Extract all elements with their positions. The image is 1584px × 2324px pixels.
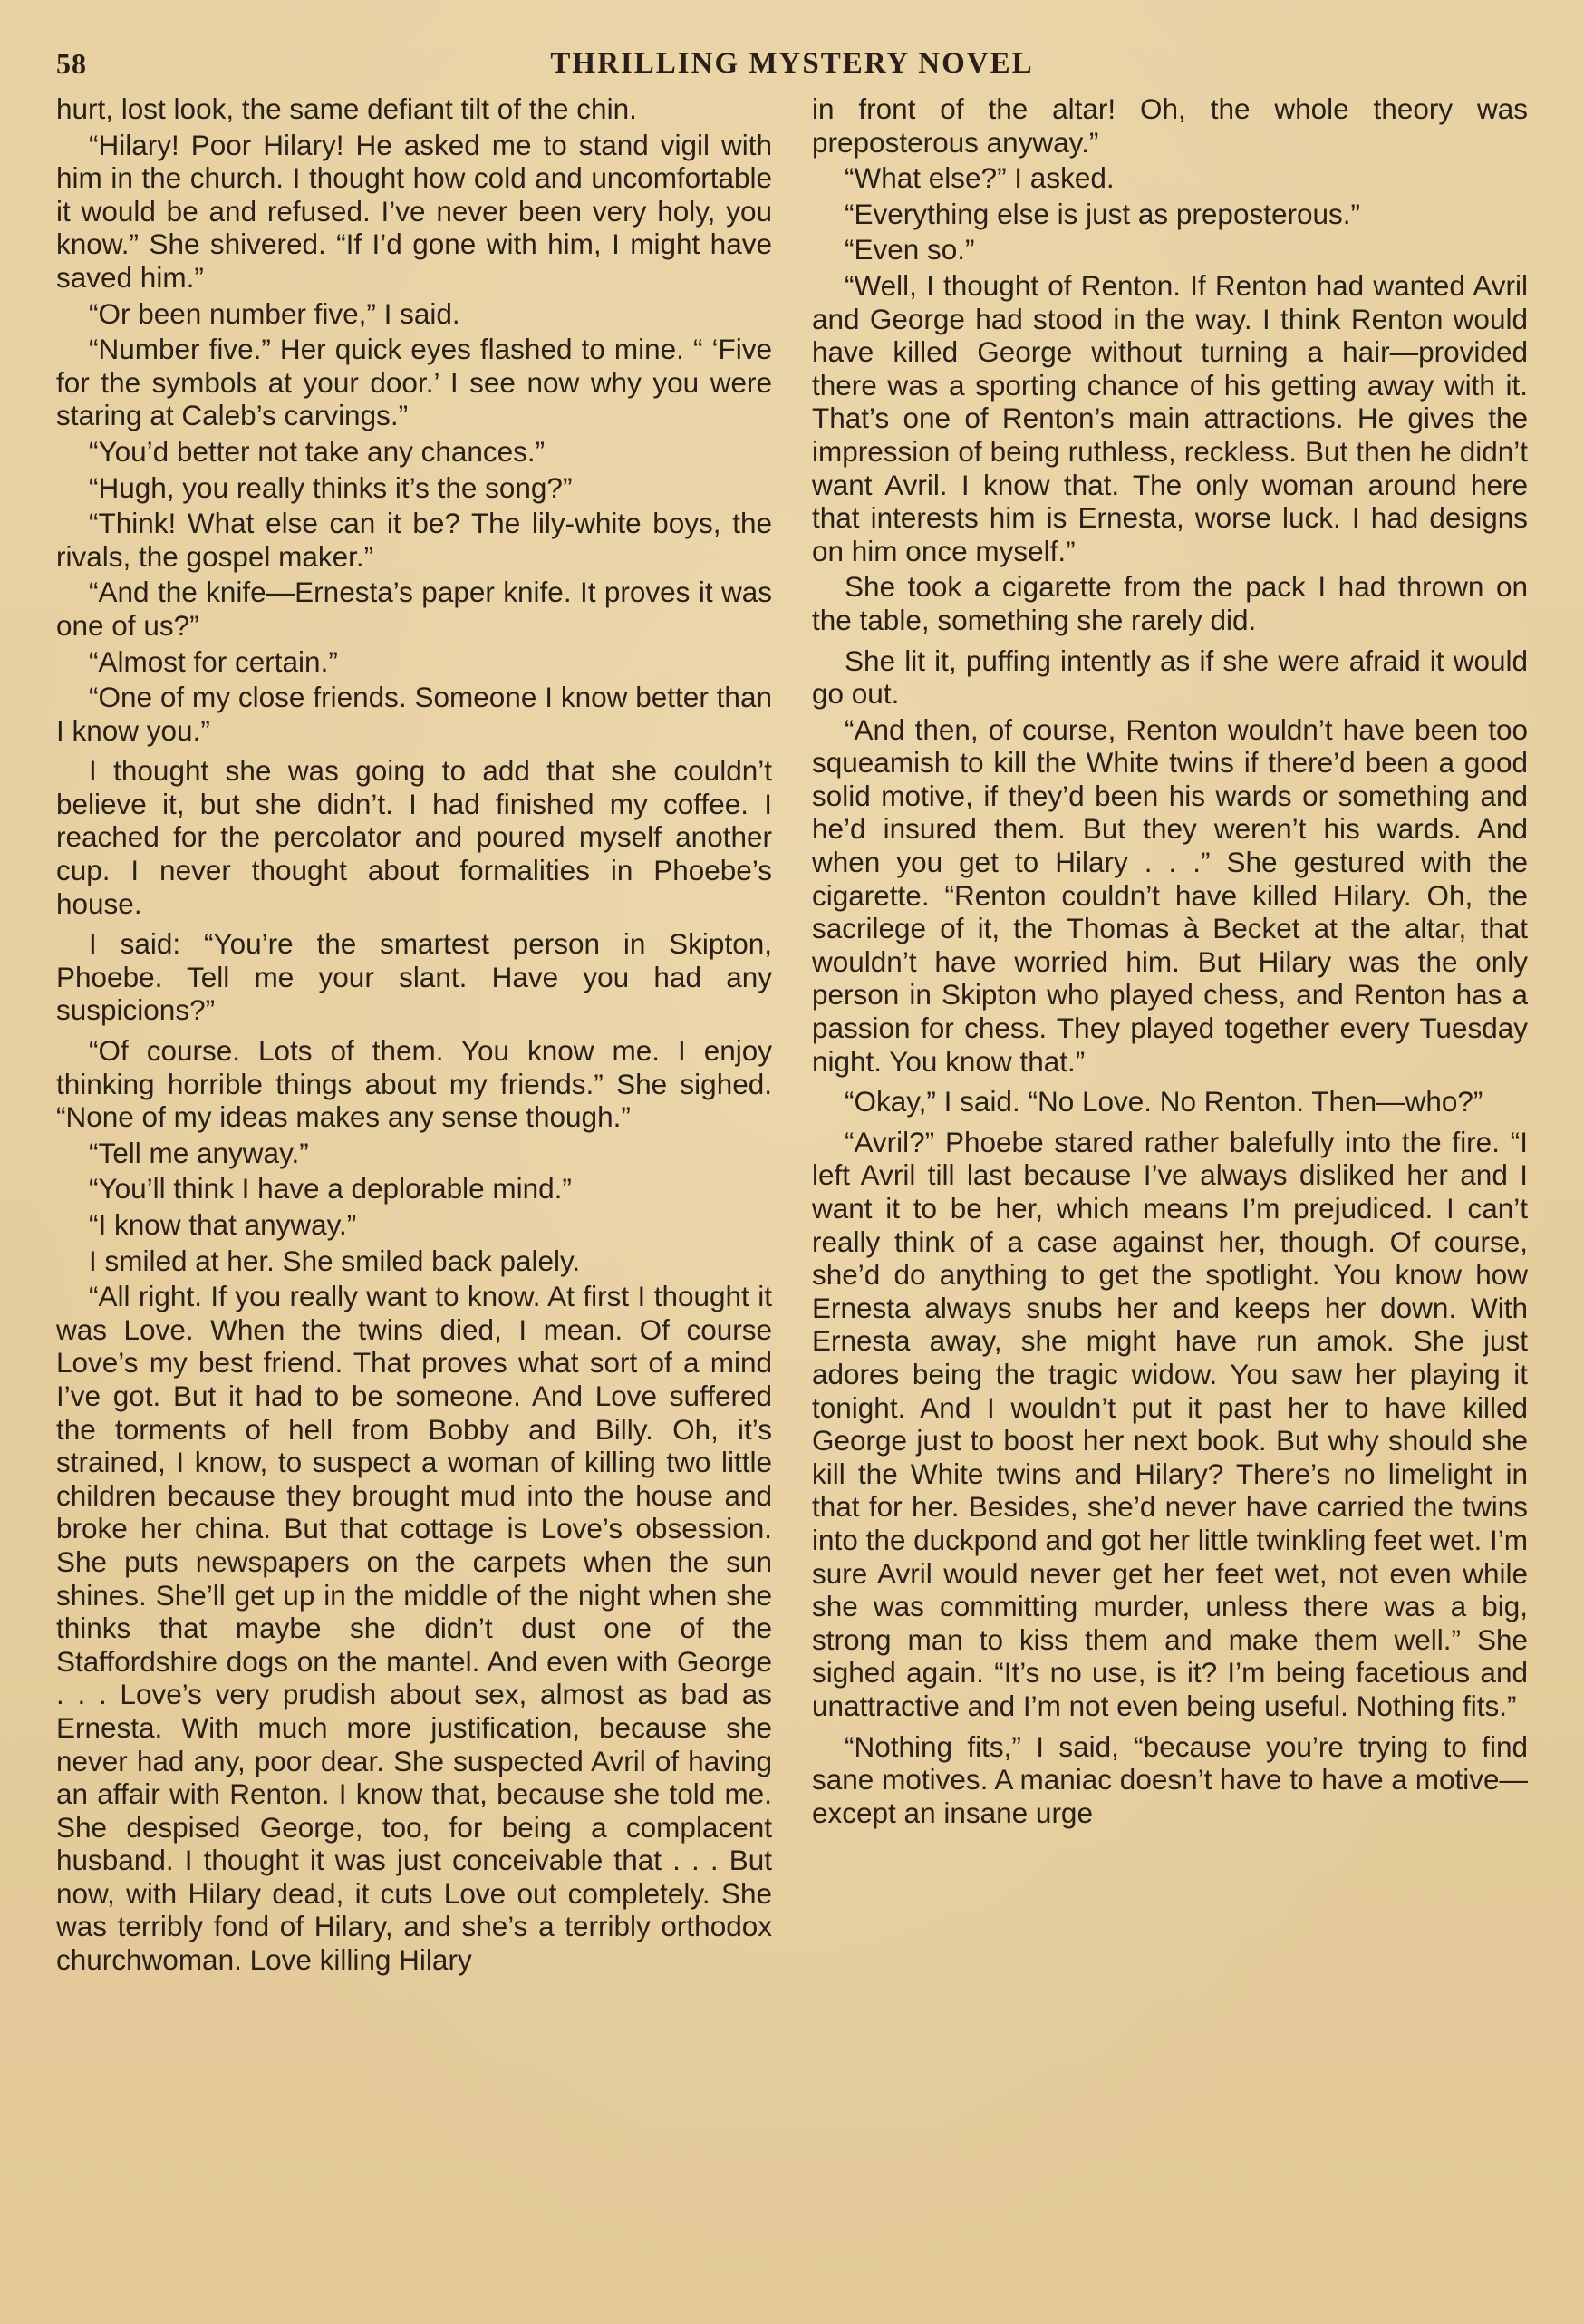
page-number: 58 bbox=[56, 47, 87, 80]
paragraph: She took a cigarette from the pack I had thrown on the table, something she rarely did. bbox=[812, 570, 1528, 636]
paragraph: “Hugh, you really thinks it’s the song?” bbox=[89, 470, 573, 504]
paragraph: “You’d better not take any chances.” bbox=[89, 434, 546, 468]
paragraph: “Or been number five,” I said. bbox=[89, 296, 460, 330]
paragraph: “All right. If you really want to know. At first I thought it was Love. When the twins died, I mean. Of course Love’s my best friend. That proves what sort of a mind I’ve got. But it had to be someone. And Love suffered the torments of hell from Bobby and Billy. Oh, it’s strained, I know, to suspect a woman of killing two little children because they brought mud into the house and broke her china. But that cottage is Love’s obsession. She puts newspapers on the carpets when the sun shines. She’ll get up in the middle of the night when she thinks that maybe she didn’t dust one of the Staffordshire dogs on the mantel. And even with George . . . Love’s very prudish about sex, almost as bad as Ernesta. With much more justification, because she never had any, poor dear. She suspected Avril of having an affair with Renton. I know that, because she told me. She despised George, too, for being a complacent husband. I thought it was just conceivable that . . . But now, with Hilary dead, it cuts Love out completely. She was terribly fond of Hilary, and she’s a terribly orthodox churchwoman. Love killing Hilary bbox=[56, 1280, 772, 1977]
page-header bbox=[56, 47, 1528, 87]
running-title: THRILLING MYSTERY NOVEL bbox=[550, 47, 1034, 80]
paragraph: “Tell me anyway.” bbox=[89, 1136, 309, 1169]
paragraph: “Of course. Lots of them. You know me. I enjoy thinking horrible things about my friends.” She sighed. “None of my ideas makes any sense though.” bbox=[56, 1034, 772, 1134]
paragraph: “You’ll think I have a deplorable mind.” bbox=[89, 1172, 572, 1206]
paragraph: “Think! What else can it be? The lily-white boys, the rivals, the gospel maker.” bbox=[56, 507, 772, 573]
paragraph: “Avril?” Phoebe stared rather balefully into the fire. “I left Avril till last because I’ve always disliked her and I want it to be her, which means I’m prejudiced. I can’t really think of a case against her, though. Of course, she’d do anything to get the spotlight. You know how Ernesta always snubs her and keeps her down. With Ernesta away, she might have run amok. She just adores being the tragic widow. You saw her playing it tonight. And I wouldn’t put it past her to have killed George just to boost her next book. But why should she kill the White twins and Hilary? There’s no limelight in that for her. Besides, she’d never have carried the twins into the duckpond and got her little twinkling feet wet. I’m sure Avril would never get her feet wet, not even while she was committing murder, unless there was a big, strong man to kiss them and make them well.” She sighed again. “It’s no use, is it? I’m being facetious and unattractive and I’m not even being useful. Nothing fits.” bbox=[812, 1125, 1528, 1722]
paragraph: “One of my close friends. Someone I know better than I know you.” bbox=[56, 681, 772, 747]
paragraph: “Number five.” Her quick eyes flashed to mine. “ ‘Five for the symbols at your door.’ I see now why you were staring at Caleb’s carvings.” bbox=[56, 333, 772, 432]
paragraph: She lit it, puffing intently as if she were afraid it would go out. bbox=[812, 644, 1528, 711]
right-column bbox=[812, 92, 1528, 2295]
paragraph: “Everything else is just as preposterous.” bbox=[845, 197, 1360, 230]
paragraph: “And then, of course, Renton wouldn’t have been too squeamish to kill the White twins if there’d been a good solid motive, if they’d been his wards or something and he’d insured them. But they weren’t his wards. And when you get to Hilary . . .” She gestured with the cigarette. “Renton couldn’t have killed Hilary. Oh, the sacrilege of it, the Thomas à Becket at the altar, that wouldn’t have worried him. But Hilary was the only person in Skipton who played chess, and Renton has a passion for chess. They played together every Tuesday night. You know that.” bbox=[812, 712, 1528, 1078]
paragraph: “Well, I thought of Renton. If Renton had wanted Avril and George had stood in the way. I think Renton would have killed George without turning a hair—provided there was a sporting chance of his getting away with it. That’s one of Renton’s main attractions. He gives the impression of being ruthless, reckless. But then he didn’t want Avril. I know that. The only woman around here that interests him is Ernesta, worse luck. I had designs on him once myself.” bbox=[812, 268, 1528, 567]
paragraph: “I know that anyway.” bbox=[89, 1208, 357, 1241]
paragraph: “Okay,” I said. “No Love. No Renton. Then—who?” bbox=[845, 1085, 1483, 1118]
paragraph: hurt, lost look, the same defiant tilt of the chin. bbox=[56, 92, 637, 125]
paragraph: I said: “You’re the smartest person in Skipton, Phoebe. Tell me your slant. Have you had any suspicions?” bbox=[56, 927, 772, 1027]
paragraph: “What else?” I asked. bbox=[845, 161, 1115, 195]
text-columns bbox=[56, 92, 1528, 2295]
paragraph: in front of the altar! Oh, the whole theory was preposterous anyway.” bbox=[812, 92, 1528, 159]
left-column bbox=[56, 92, 772, 2295]
paragraph: “Almost for certain.” bbox=[89, 644, 338, 678]
paragraph: “Even so.” bbox=[845, 233, 975, 266]
paragraph: “Hilary! Poor Hilary! He asked me to stand vigil with him in the church. I thought how cold and uncomfortable it would be and refused. I’ve never been very holy, you know.” She shivered. “If I’d gone with him, I might have saved him.” bbox=[56, 128, 772, 294]
paragraph: “And the knife—Ernesta’s paper knife. It proves it was one of us?” bbox=[56, 576, 772, 642]
paragraph: I smiled at her. She smiled back palely. bbox=[89, 1244, 581, 1277]
paragraph: “Nothing fits,” I said, “because you’re trying to find sane motives. A maniac doesn’t have to have a motive—except an insane urge bbox=[812, 1729, 1528, 1829]
paragraph: I thought she was going to add that she couldn’t believe it, but she didn’t. I had finished my coffee. I reached for the percolator and poured myself another cup. I never thought about formalities in Phoebe’s house. bbox=[56, 754, 772, 920]
